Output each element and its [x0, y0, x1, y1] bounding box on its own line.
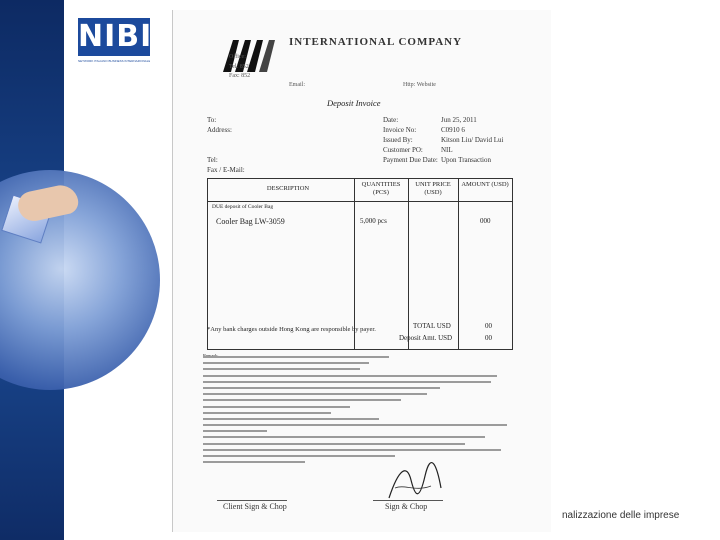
company-sign-label: Sign & Chop: [385, 502, 428, 511]
remark-line: [203, 375, 497, 377]
remark-line: [203, 399, 401, 401]
header-line: Office:: [229, 54, 246, 60]
item-amount: 000: [480, 217, 491, 225]
total-label: TOTAL USD: [413, 322, 451, 330]
table-column-divider: [408, 179, 409, 349]
issued-by-value: Kitson Liu/ David Lui: [441, 136, 504, 144]
remark-line: [203, 418, 379, 420]
remark-line: [203, 449, 501, 451]
company-sign-line: [373, 500, 443, 501]
remark-line: [203, 455, 395, 457]
company-name: INTERNATIONAL COMPANY: [289, 36, 463, 48]
fax-email-label: Fax / E-Mail:: [207, 166, 245, 174]
invoice-document: [172, 10, 551, 532]
payment-label: Payment Due Date:: [383, 156, 438, 164]
client-sign-label: Client Sign & Chop: [223, 502, 287, 511]
remark-line: [203, 412, 331, 414]
header-line: Tel: 852: [229, 64, 249, 70]
deposit-label: Deposit Amt. USD: [399, 334, 453, 342]
footer-caption: nalizzazione delle imprese: [562, 510, 680, 521]
remark-line: [203, 381, 491, 383]
decorative-globe-image: [0, 160, 170, 390]
remark-line: [203, 393, 427, 395]
column-header-quantities: QUANTITIES (PCS): [361, 181, 401, 196]
date-value: Jun 25, 2011: [441, 116, 477, 124]
item-quantity: 5,000 pcs: [360, 217, 387, 225]
tel-label: Tel:: [207, 156, 218, 164]
remark-line: [203, 406, 350, 408]
table-subheading: DUE deposit of Cooler Bag: [212, 204, 274, 210]
date-label: Date:: [383, 116, 399, 124]
items-table: [207, 178, 513, 350]
customer-po-label: Customer PO:: [383, 146, 423, 154]
remark-line: [203, 443, 465, 445]
nibi-logo: NIBI: [78, 19, 153, 54]
issued-by-label: Issued By:: [383, 136, 413, 144]
remark-line: [203, 362, 369, 364]
remarks-block: [203, 356, 523, 467]
invoice-no-value: C0910 6: [441, 126, 465, 134]
remark-line: [203, 436, 485, 438]
to-label: To:: [207, 116, 217, 124]
bank-charges-note: *Any bank charges outside Hong Kong are responsible by payer.: [207, 326, 376, 333]
invoice-title: Deposit Invoice: [327, 98, 381, 108]
header-line: Fax: 852: [229, 73, 251, 79]
header-line: Email:: [289, 82, 305, 88]
remark-line: [203, 424, 507, 426]
remark-line: [203, 387, 440, 389]
invoice-no-label: Invoice No:: [383, 126, 417, 134]
header-line: Http: Website: [403, 82, 436, 88]
deposit-value: 00: [485, 334, 492, 342]
item-description: Cooler Bag LW-3059: [216, 217, 285, 226]
table-header-divider: [208, 201, 512, 202]
remark-line: [203, 430, 267, 432]
table-column-divider: [458, 179, 459, 349]
remark-line: [203, 356, 389, 358]
payment-value: Upon Transaction: [441, 156, 491, 164]
column-header-description: DESCRIPTION: [266, 185, 310, 192]
logo-tagline: NETWORK ITALIANO BUSINESS INTERNAZIONALE: [78, 59, 150, 63]
remark-line: [203, 368, 360, 370]
total-value: 00: [485, 322, 492, 330]
customer-po-value: NIL: [441, 146, 453, 154]
handwritten-signature: [385, 458, 443, 506]
column-header-unit-price: UNIT PRICE (USD): [415, 181, 451, 196]
column-header-amount: AMOUNT (USD): [461, 181, 509, 188]
address-label: Address:: [207, 126, 232, 134]
remark-line: [203, 461, 305, 463]
table-column-divider: [354, 179, 355, 349]
client-sign-line: [217, 500, 287, 501]
